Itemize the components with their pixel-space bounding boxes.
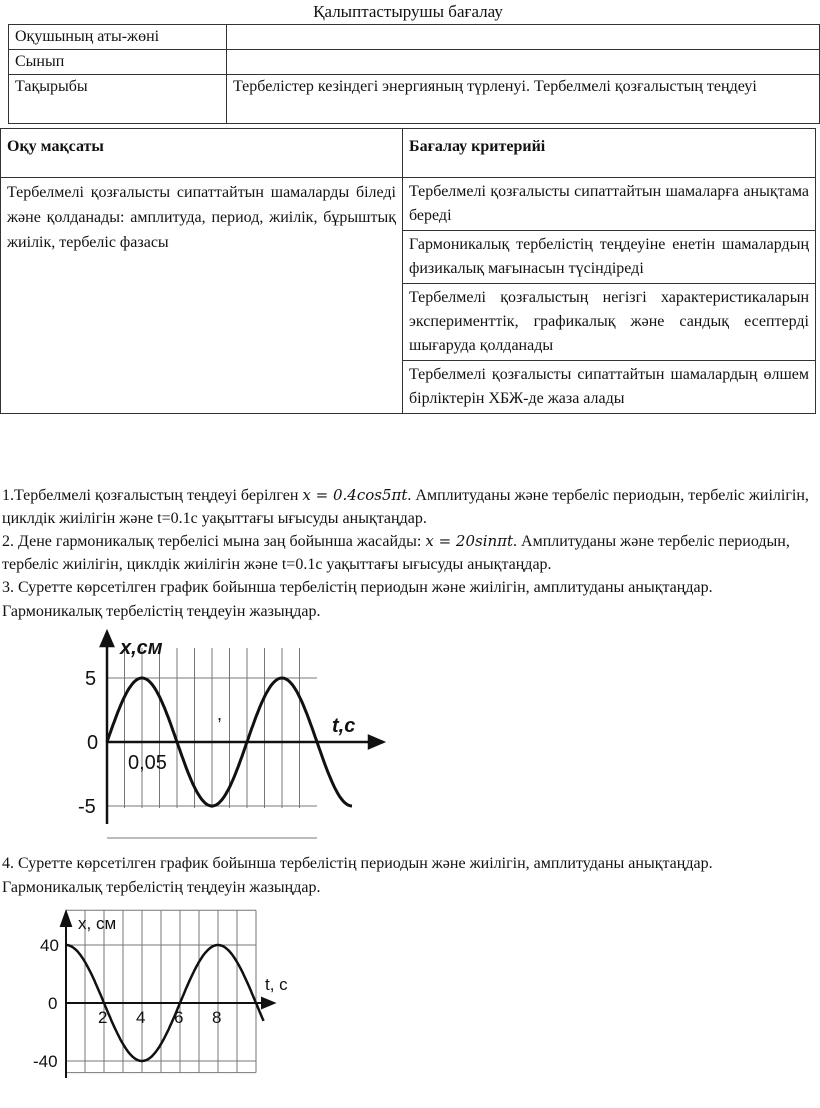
y-axis-arrow	[61, 912, 71, 926]
class-label: Сынып	[9, 50, 227, 75]
task-4: 4. Суретте көрсетілген график бойынша тербелістің периодын және жиілігін, амплитуданы анықтаңдар. Гармоникалық тербелістің теңдеуін жазыңдар.	[2, 855, 713, 896]
name-label: Оқушының аты-жөні	[9, 25, 227, 50]
y-tick-label: 0	[48, 994, 58, 1013]
objective-header: Оқу мақсаты	[1, 129, 403, 178]
x-tick-label: 6	[174, 1008, 184, 1027]
topic-label: Тақырыбы	[9, 75, 227, 124]
name-value[interactable]	[227, 25, 820, 50]
task-3: 3. Суретте көрсетілген график бойынша тербелістің периодын және жиілігін, амплитуданы анықтаңдар. Гармоникалық тербелістің теңдеуін жазыңдар.	[2, 579, 713, 620]
y-axis-arrow	[101, 632, 113, 646]
x-tick-label: 0,05	[128, 752, 167, 774]
topic-value: Тербелістер кезіндегі энергияның түрленуі. Тербелмелі қозғалыстың теңдеуі	[227, 75, 820, 124]
x-axis-label: t, с	[265, 975, 288, 994]
criterion-item: Гармоникалық тербелістің теңдеуіне енетін шамалардың физикалық мағынасын түсіндіреді	[403, 231, 816, 284]
task-list	[2, 484, 812, 624]
class-value[interactable]	[227, 50, 820, 75]
graph-task-3	[80, 628, 370, 828]
criterion-item: Тербелмелі қозғалыстың негізгі характеристикаларын эксперименттік, графикалық және сандық есептерді шығаруда қолданады	[403, 284, 816, 361]
y-tick-label: 0	[87, 732, 99, 754]
objectives-table	[0, 128, 816, 414]
task-1-formula: x = 0.4cos5πt	[302, 486, 408, 504]
x-tick-label: 4	[136, 1008, 146, 1027]
y-axis-label: x,см	[120, 637, 163, 659]
y-axis-label: x, см	[78, 914, 117, 933]
x-tick-label: 2	[98, 1008, 108, 1027]
task-2: 2. Дене гармоникалық тербелісі мына заң бойынша жасайды: x = 20sinπt. Амплитуданы және тербеліс периодын, тербеліс жиілігін, циклдік жиілігін және t=0.1c уақыттағы ығысуды анықтаңдар.	[2, 532, 790, 573]
page-title: Қалыптастырушы бағалау	[313, 2, 503, 21]
x-tick-label: 8	[212, 1008, 222, 1027]
criterion-item: Тербелмелі қозғалысты сипаттайтын шамаларға анықтама береді	[403, 178, 816, 231]
stray-mark: ,	[217, 704, 223, 724]
graph-task-4	[30, 910, 300, 1082]
criterion-item: Тербелмелі қозғалысты сипаттайтын шамалардың өлшем бірліктерін ХБЖ-де жаза алады	[403, 361, 816, 414]
x-axis-arrow	[369, 736, 383, 748]
y-tick-label: -5	[78, 796, 96, 818]
y-tick-label: 5	[85, 668, 97, 690]
y-tick-label: 40	[40, 936, 59, 955]
task-1: 1.Тербелмелі қозғалыстың теңдеуі берілген x = 0.4cos5πt. Амплитуданы және тербеліс периодын, тербеліс жиілігін, циклдік жиілігін және t=0.1c уақыттағы ығысуды анықтаңдар.	[2, 486, 809, 527]
criteria-header: Бағалау критерийі	[403, 129, 816, 178]
learning-goal: Тербелмелі қозғалысты сипаттайтын шамаларды біледі және қолданады: амплитуда, период, жиілік, бұрыштық жиілік, тербеліс фазасы	[1, 178, 403, 414]
x-axis-label: t,с	[332, 715, 356, 737]
task-2-formula: x = 20sinπt	[425, 532, 514, 550]
student-info-table	[8, 24, 820, 124]
x-axis-arrow	[262, 998, 274, 1008]
y-tick-label: -40	[33, 1052, 58, 1071]
